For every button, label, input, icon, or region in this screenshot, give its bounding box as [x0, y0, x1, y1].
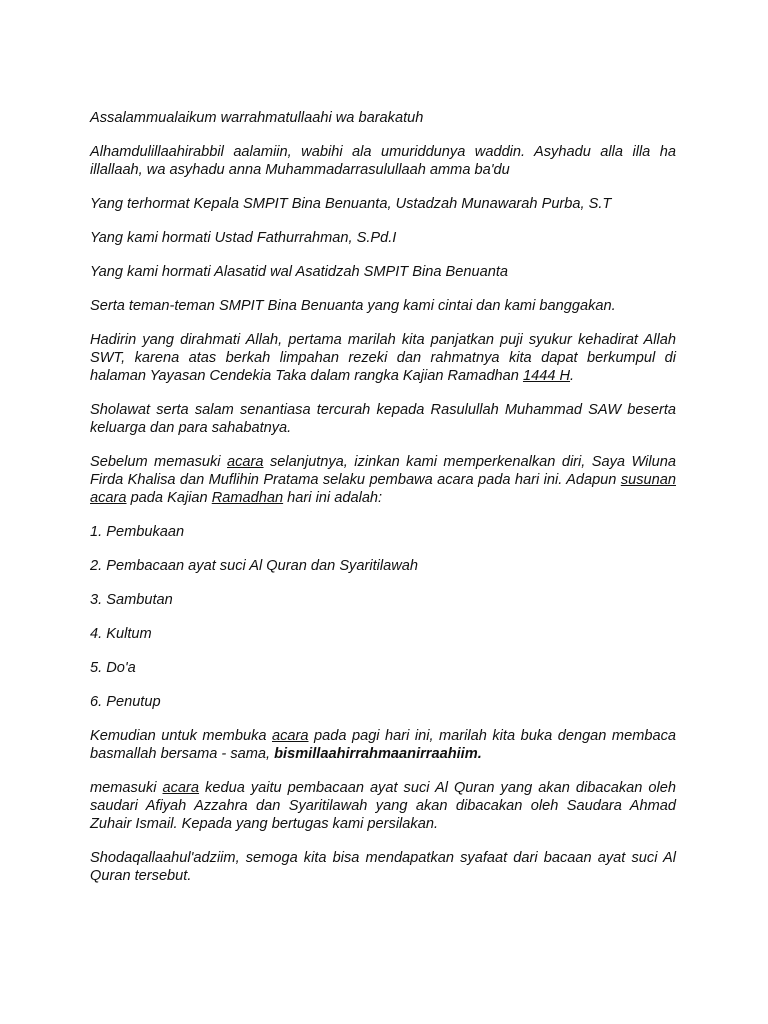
intro-word-acara-2: acara — [90, 490, 127, 506]
second-word-acara: acara — [162, 780, 200, 796]
intro-text-1: Sebelum memasuki — [90, 454, 227, 470]
opening-paragraph: Alhamdulillaahirabbil aalamiin, wabihi ala umuriddunya waddin. Asyhadu alla illa ha illallaah, wa asyhadu anna Muhammadarrasulullaah amma ba'du — [90, 144, 676, 178]
intro-text-5: hari ini adalah: — [283, 490, 383, 506]
intro-text-4: pada Kajian — [126, 490, 212, 506]
year-underlined: 1444 H — [522, 368, 571, 384]
sholawat-paragraph: Sholawat serta salam senantiasa tercurah kepada Rasulullah Muhammad SAW beserta keluarga dan para sahabatnya. — [90, 402, 676, 436]
agenda-item: 2. Pembacaan ayat suci Al Quran dan Syaritilawah — [90, 558, 418, 574]
thanks-paragraph — [90, 331, 676, 385]
second-text-1: memasuki — [90, 780, 163, 796]
second-text-2: kedua yaitu pembacaan ayat suci Al Quran yang akan dibacakan oleh saudari Afiyah Azzahra dan Syaritilawah yang akan dibacakan oleh Saudara Ahmad Zuhair Ismail. Kepada yang bertugas kami persilakan. — [90, 780, 676, 832]
closing-paragraph: Shodaqallaahul'adziim, semoga kita bisa mendapatkan syafaat dari bacaan ayat suci Al Quran tersebut. — [90, 850, 676, 884]
intro-word-acara: acara — [227, 454, 264, 470]
intro-text-2: selanjutnya, izinkan kami memperkenalkan diri, Saya Wiluna Firda Khalisa dan Muflihin Pratama selaku pembawa acara pada hari ini. Adapun — [90, 454, 676, 488]
agenda-item: 3. Sambutan — [90, 592, 173, 608]
intro-word-ramadhan: Ramadhan — [211, 490, 284, 506]
agenda-item: 5. Do'a — [90, 660, 136, 676]
intro-word-susunan: susunan — [620, 472, 676, 488]
thanks-text: Hadirin yang dirahmati Allah, pertama marilah kita panjatkan puji syukur kehadirat Allah SWT, karena atas berkah limpahan rezeki dan rahmatnya kita dapat berkumpul di halaman Yayasan Cendekia Taka dalam rangka Kajian Ramadhan — [90, 332, 676, 384]
document-page — [90, 109, 676, 901]
honor-paragraph-2: Yang kami hormati Ustad Fathurrahman, S.Pd.I — [90, 230, 397, 246]
greeting-paragraph: Assalammualaikum warrahmatullaahi wa barakatuh — [90, 110, 424, 126]
agenda-item: 1. Pembukaan — [90, 524, 185, 540]
open-word-acara: acara — [271, 728, 309, 744]
intro-paragraph — [90, 453, 676, 507]
thanks-end: . — [570, 368, 575, 384]
basmallah-bold: bismillaahirrahmaanirraahiim. — [274, 746, 482, 762]
open-text-2: pada pagi hari ini, marilah kita buka dengan membaca basmallah bersama - sama, — [90, 728, 676, 762]
agenda-item: 6. Penutup — [90, 694, 161, 710]
honor-paragraph-3: Yang kami hormati Alasatid wal Asatidzah SMPIT Bina Benuanta — [90, 264, 509, 280]
agenda-item: 4. Kultum — [90, 626, 152, 642]
open-event-paragraph — [90, 727, 676, 763]
honor-paragraph-1: Yang terhormat Kepala SMPIT Bina Benuanta, Ustadzah Munawarah Purba, S.T — [90, 196, 612, 212]
second-event-paragraph — [90, 779, 676, 833]
honor-paragraph-4: Serta teman-teman SMPIT Bina Benuanta yang kami cintai dan kami banggakan. — [90, 298, 616, 314]
open-text-1: Kemudian untuk membuka — [90, 728, 272, 744]
